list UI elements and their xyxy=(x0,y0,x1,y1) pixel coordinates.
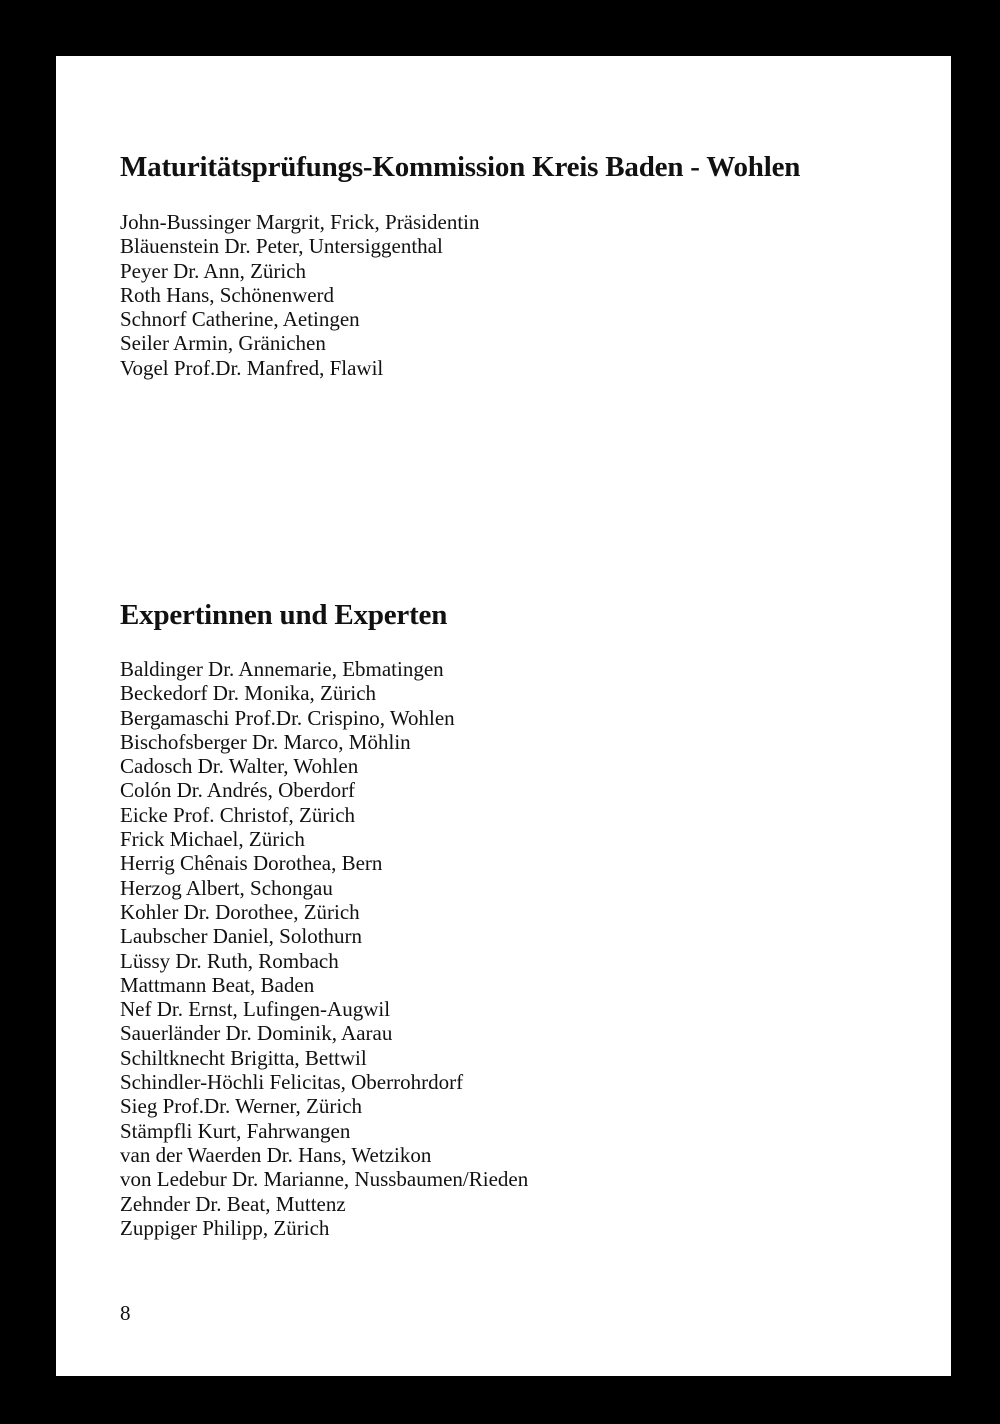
expert-entry: Frick Michael, Zürich xyxy=(120,827,305,852)
commission-member: Peyer Dr. Ann, Zürich xyxy=(120,258,307,283)
expert-entry: Schindler-Höchli Felicitas, Oberrohrdorf xyxy=(120,1070,464,1095)
commission-member: Seiler Armin, Gränichen xyxy=(120,331,326,356)
page-number: 8 xyxy=(120,1301,131,1325)
expert-entry: Sieg Prof.Dr. Werner, Zürich xyxy=(120,1094,363,1119)
expert-entry: Cadosch Dr. Walter, Wohlen xyxy=(120,754,359,779)
expert-entry: Baldinger Dr. Annemarie, Ebmatingen xyxy=(120,657,444,681)
expert-entry: Nef Dr. Ernst, Lufingen-Augwil xyxy=(120,997,391,1022)
experts-list xyxy=(120,657,528,1240)
expert-entry: Eicke Prof. Christof, Zürich xyxy=(120,802,356,827)
commission-member: Schnorf Catherine, Aetingen xyxy=(120,307,360,332)
commission-member-list xyxy=(120,210,480,380)
expert-entry: Kohler Dr. Dorothee, Zürich xyxy=(120,899,360,924)
expert-entry: von Ledebur Dr. Marianne, Nussbaumen/Rieden xyxy=(120,1167,529,1192)
expert-entry: Stämpfli Kurt, Fahrwangen xyxy=(120,1118,351,1143)
commission-heading: Maturitätsprüfungs-Kommission Kreis Baden - Wohlen xyxy=(120,151,801,183)
expert-entry: Schiltknecht Brigitta, Bettwil xyxy=(120,1045,367,1070)
expert-entry: Laubscher Daniel, Solothurn xyxy=(120,924,363,949)
document-page xyxy=(56,56,951,1376)
expert-entry: Herzog Albert, Schongau xyxy=(120,875,333,900)
expert-entry: Lüssy Dr. Ruth, Rombach xyxy=(120,948,339,973)
expert-entry: Zehnder Dr. Beat, Muttenz xyxy=(120,1191,346,1216)
expert-entry: Zuppiger Philipp, Zürich xyxy=(120,1215,330,1240)
expert-entry: Bischofsberger Dr. Marco, Möhlin xyxy=(120,729,411,754)
expert-entry: Colón Dr. Andrés, Oberdorf xyxy=(120,778,356,803)
expert-entry: Mattmann Beat, Baden xyxy=(120,972,315,997)
experts-heading: Expertinnen und Experten xyxy=(120,599,448,631)
expert-entry: Beckedorf Dr. Monika, Zürich xyxy=(120,681,377,706)
expert-entry: Sauerländer Dr. Dominik, Aarau xyxy=(120,1021,393,1046)
expert-entry: Bergamaschi Prof.Dr. Crispino, Wohlen xyxy=(120,705,455,730)
commission-member: Vogel Prof.Dr. Manfred, Flawil xyxy=(120,355,384,380)
expert-entry: van der Waerden Dr. Hans, Wetzikon xyxy=(120,1142,432,1167)
commission-member: John-Bussinger Margrit, Frick, Präsidentin xyxy=(120,210,480,234)
commission-member: Bläuenstein Dr. Peter, Untersiggenthal xyxy=(120,234,443,259)
expert-entry: Herrig Chênais Dorothea, Bern xyxy=(120,851,383,876)
commission-member: Roth Hans, Schönenwerd xyxy=(120,282,335,307)
